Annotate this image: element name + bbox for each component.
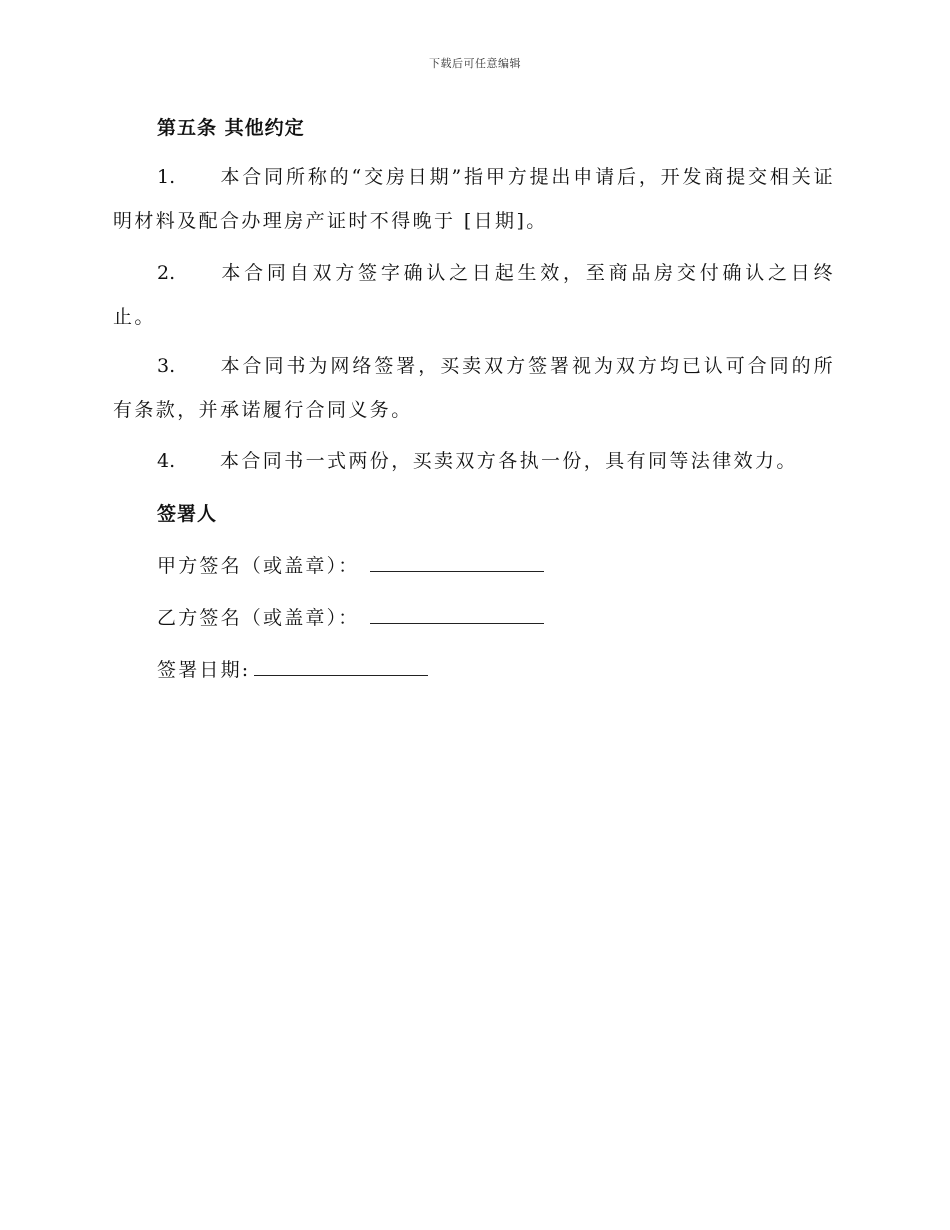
clause-number: 4.: [157, 450, 176, 472]
signing-date-label: 签署日期:: [157, 659, 251, 681]
party-b-signature-line: [157, 603, 544, 630]
clause-item: [113, 155, 835, 243]
party-a-signature-line: [157, 551, 544, 578]
signing-date-blank[interactable]: [254, 669, 428, 676]
page-header-note: 下载后可任意编辑: [429, 57, 521, 70]
party-b-signature-blank[interactable]: [370, 617, 544, 624]
clause-text: 本合同自双方签字确认之日起生效，至商品房交付确认之日终止。: [113, 262, 835, 328]
party-a-label: 甲方签名（或盖章）：: [157, 555, 360, 577]
clause-item: [113, 344, 835, 432]
clause-text: 本合同书一式两份，买卖双方各执一份，具有同等法律效力。: [220, 450, 798, 472]
clause-text: 本合同书为网络签署，买卖双方签署视为双方均已认可合同的所有条款，并承诺履行合同义务。: [113, 355, 835, 421]
clause-item: [113, 439, 835, 483]
clause-item: [113, 251, 835, 339]
party-a-signature-blank[interactable]: [370, 565, 544, 572]
clause-text: 本合同所称的“交房日期”指甲方提出申请后，开发商提交相关证明材料及配合办理房产证时不得晚于 [日期]。: [113, 166, 835, 232]
clause-number: 3.: [157, 355, 176, 377]
signature-title: 签署人: [157, 503, 218, 525]
section-title: 第五条 其他约定: [157, 117, 305, 139]
party-b-label: 乙方签名（或盖章）：: [157, 607, 360, 629]
clause-number: 2.: [157, 262, 176, 284]
clause-number: 1.: [157, 166, 176, 188]
signing-date-line: [157, 655, 428, 682]
